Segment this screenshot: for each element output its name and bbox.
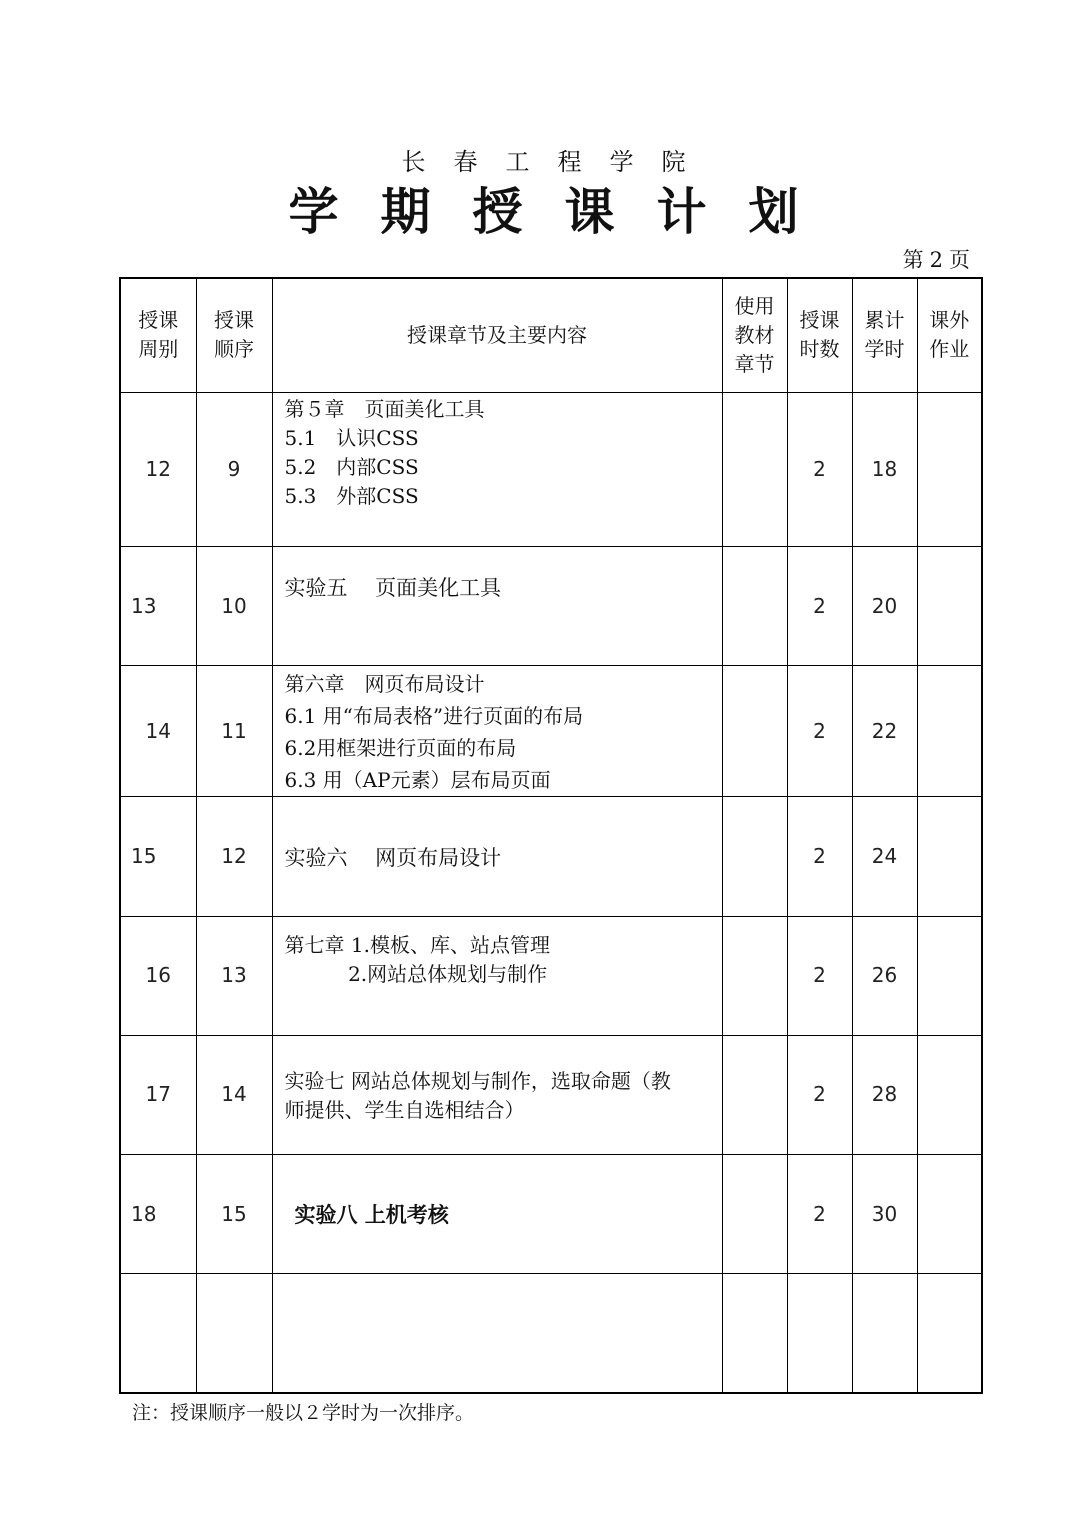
cell-content: 实验六 网页布局设计 [272,797,722,916]
table-row [120,1035,982,1154]
cell-cumulative [852,1274,917,1393]
col-header-content: 授课章节及主要内容 [272,278,722,392]
cell-homework [917,546,982,665]
cell-hours: 2 [787,666,852,797]
cell-week [120,1274,196,1393]
cell-hours: 2 [787,797,852,916]
cell-cumulative: 26 [852,916,917,1035]
col-header-homework: 课外 作业 [917,278,982,392]
footnote: 注：授课顺序一般以２学时为一次排序。 [132,1402,475,1424]
col-header-textbook: 使用 教材 章节 [722,278,787,392]
cell-hours: 2 [787,916,852,1035]
cell-homework [917,392,982,546]
cell-cumulative: 30 [852,1155,917,1274]
table-row [120,666,982,797]
teaching-plan-table [119,277,983,1394]
cell-content: 第５章 页面美化工具 5.1 认识CSS 5.2 内部CSS 5.3 外部CSS [272,392,722,546]
cell-homework [917,1274,982,1393]
table-row [120,546,982,665]
cell-week: 17 [120,1035,196,1154]
table-row [120,392,982,546]
page-number [880,246,970,274]
cell-cumulative: 22 [852,666,917,797]
cell-order: 13 [196,916,272,1035]
cell-order [196,1274,272,1393]
col-header-week: 授课 周别 [120,278,196,392]
cell-homework [917,666,982,797]
cell-homework [917,1155,982,1274]
cell-textbook [722,1035,787,1154]
cell-cumulative: 28 [852,1035,917,1154]
cell-homework [917,797,982,916]
page-number-value: 2 [929,248,943,272]
cell-order: 9 [196,392,272,546]
cell-order: 15 [196,1155,272,1274]
cell-cumulative: 18 [852,392,917,546]
cell-textbook [722,1274,787,1393]
cell-textbook [722,916,787,1035]
cell-content: 第六章 网页布局设计 6.1 用“布局表格”进行页面的布局 6.2用框架进行页面的布局 6.3 用（AP元素）层布局页面 [272,666,722,797]
cell-order: 11 [196,666,272,797]
cell-hours: 2 [787,1035,852,1154]
cell-week: 18 [120,1155,196,1274]
cell-homework [917,916,982,1035]
cell-content: 实验五 页面美化工具 [272,546,722,665]
cell-textbook [722,392,787,546]
cell-order: 14 [196,1035,272,1154]
cell-order: 10 [196,546,272,665]
cell-week: 16 [120,916,196,1035]
cell-textbook [722,666,787,797]
page-suffix: 页 [949,248,970,272]
cell-hours: 2 [787,392,852,546]
cell-cumulative: 20 [852,546,917,665]
cell-content: 实验七 网站总体规划与制作，选取命题（教 师提供、学生自选相结合） [272,1035,722,1154]
cell-homework [917,1035,982,1154]
cell-week: 14 [120,666,196,797]
cell-textbook [722,546,787,665]
col-header-cumulative: 累计 学时 [852,278,917,392]
cell-hours: 2 [787,546,852,665]
table-row [120,1155,982,1274]
school-name: 长春工程学院 [401,148,714,176]
document-title: 学期授课计划 [288,183,841,241]
table-row [120,797,982,916]
cell-order: 12 [196,797,272,916]
cell-week: 13 [120,546,196,665]
cell-cumulative: 24 [852,797,917,916]
table-row-empty [120,1274,982,1393]
header-row [120,278,982,392]
cell-textbook [722,797,787,916]
cell-hours [787,1274,852,1393]
table-row [120,916,982,1035]
cell-textbook [722,1155,787,1274]
page-prefix: 第 [902,248,924,272]
col-header-hours: 授课 时数 [787,278,852,392]
cell-hours: 2 [787,1155,852,1274]
cell-content: 第七章 1.模板、库、站点管理 2.网站总体规划与制作 [272,916,722,1035]
cell-week: 15 [120,797,196,916]
col-header-order: 授课 顺序 [196,278,272,392]
cell-content: 实验八 上机考核 [272,1155,722,1274]
cell-content [272,1274,722,1393]
cell-week: 12 [120,392,196,546]
